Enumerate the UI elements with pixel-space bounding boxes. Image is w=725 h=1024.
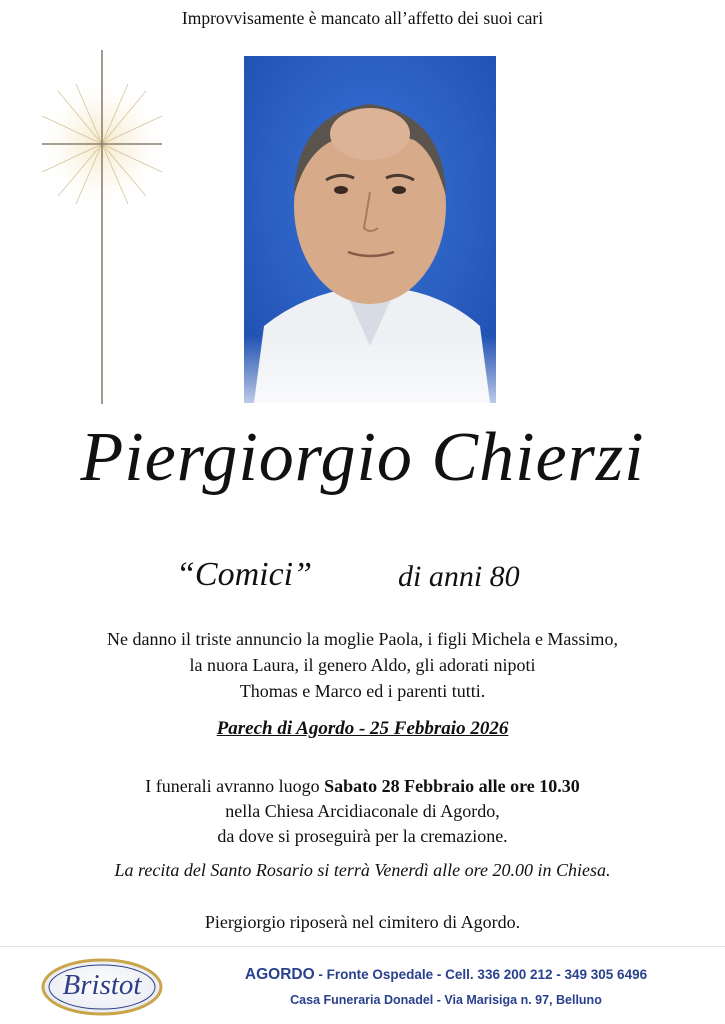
intro-text: Improvvisamente è mancato all’affetto dei suoi cari (181, 8, 544, 28)
announcement-line: Thomas e Marco ed i parenti tutti. (239, 681, 486, 701)
contact-details: - Fronte Ospedale - Cell. 336 200 212 - 349 305 6496 (314, 967, 648, 982)
starburst-cross-icon (36, 46, 168, 408)
contact-city: AGORDO (244, 966, 315, 983)
contact-line-2: Casa Funeraria Donadel - Via Marisiga n. 97, Belluno (290, 993, 602, 1007)
place-date: Parech di Agordo - 25 Febbraio 2026 (216, 718, 509, 739)
nickname: “Comici” (176, 556, 313, 593)
footer-divider (0, 946, 725, 947)
contact-line-1 (196, 966, 696, 984)
announcement (0, 626, 725, 704)
funeral-line-1 (0, 774, 725, 799)
place-date-container (0, 718, 725, 740)
rosary-info: La recita del Santo Rosario si terrà Venerdì alle ore 20.00 in Chiesa. (114, 860, 611, 880)
funeral-line-1-text: I funerali avranno luogo (145, 776, 325, 796)
funeral-line-2: nella Chiesa Arcidiaconale di Agordo, (225, 801, 500, 821)
burial-info: Piergiorgio riposerà nel cimitero di Agordo. (204, 912, 521, 932)
logo-text: Bristot (62, 969, 142, 1001)
funeral-info (0, 774, 725, 849)
announcement-line: Ne danno il triste annuncio la moglie Paola, i figli Michela e Massimo, (107, 629, 618, 649)
age: di anni 80 (398, 560, 520, 593)
deceased-portrait (244, 56, 496, 403)
announcement-line: la nuora Laura, il genero Aldo, gli adorati nipoti (189, 655, 536, 675)
funeral-line-3: da dove si proseguirà per la cremazione. (217, 826, 508, 846)
funeral-datetime: Sabato 28 Febbraio alle ore 10.30 (324, 776, 580, 796)
deceased-name: Piergiorgio Chierzi (80, 419, 645, 496)
